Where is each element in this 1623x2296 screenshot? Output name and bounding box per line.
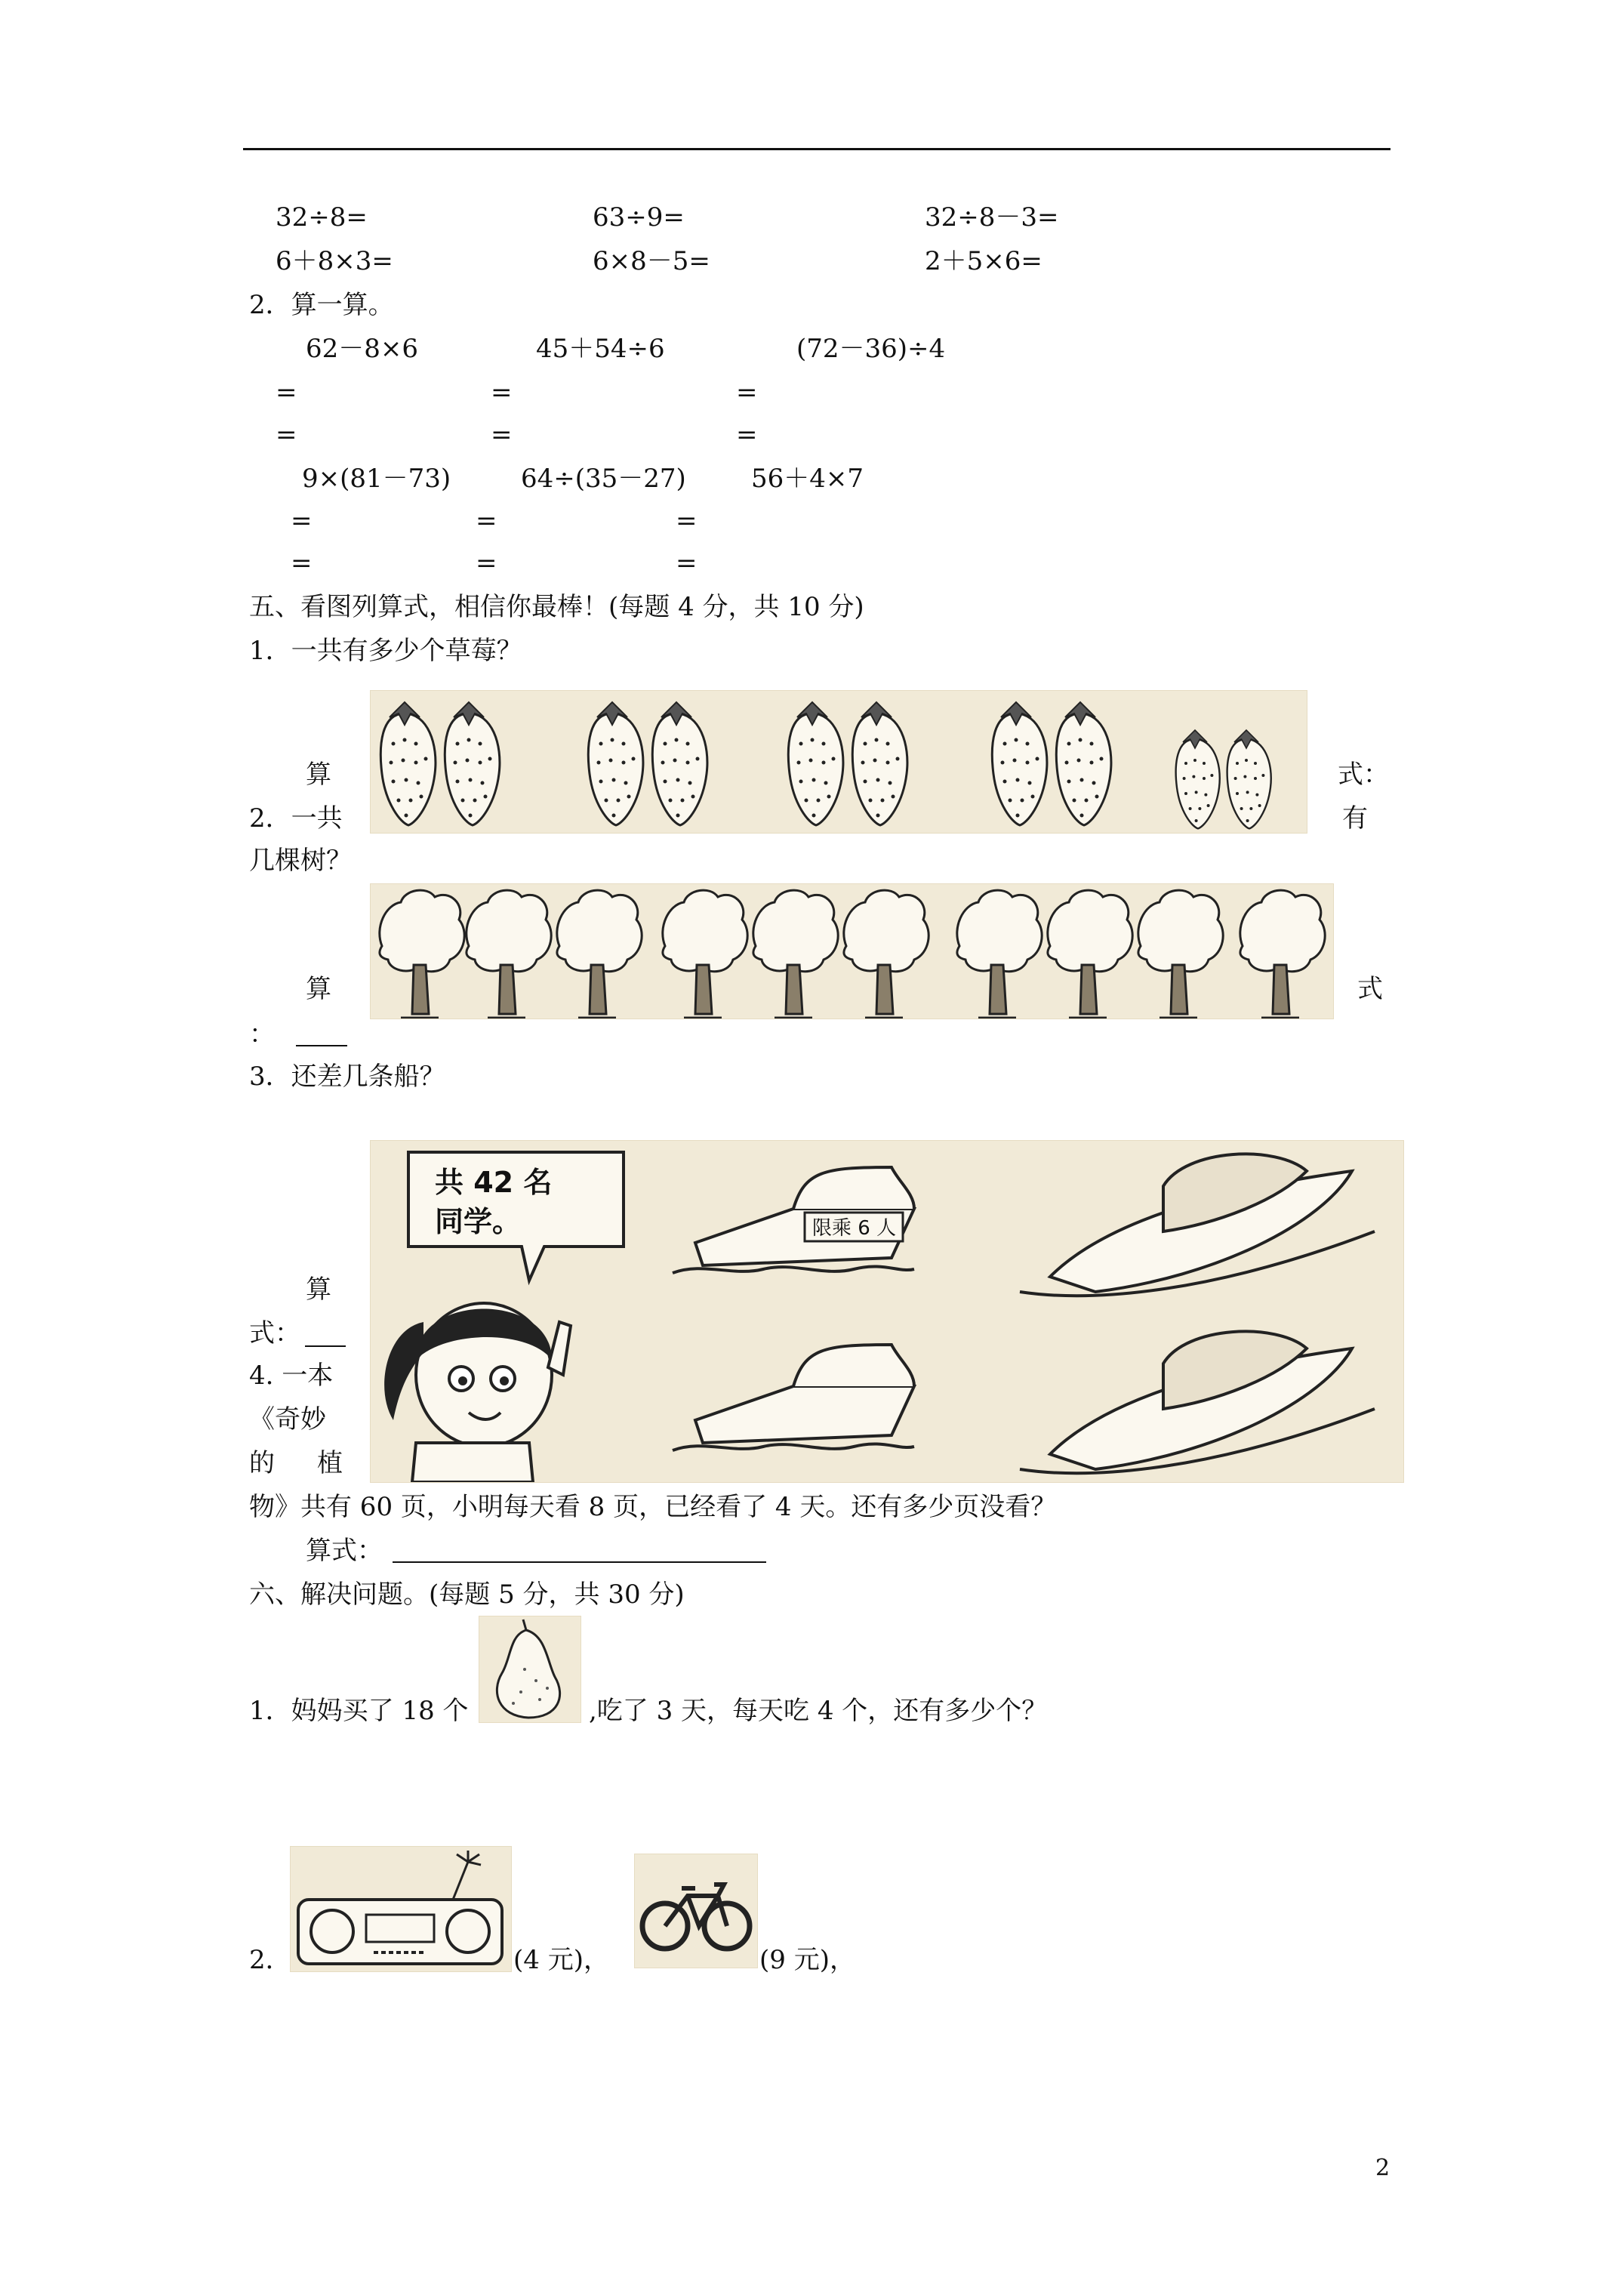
calc-item: 63÷9= [593, 202, 685, 233]
equals-sign: = [676, 548, 698, 578]
formula-colon: ： [249, 1019, 275, 1049]
equals-sign: = [291, 548, 313, 578]
radio-image [290, 1846, 512, 1972]
calc-item: 6×8－5= [593, 246, 710, 276]
question-text: 有 [1342, 803, 1368, 834]
equals-sign: = [491, 378, 513, 408]
equals-sign: = [676, 506, 698, 536]
question-text: 1．一共有多少个草莓？ [249, 636, 522, 666]
question-text: 2． [249, 1945, 291, 1975]
net-boat [1020, 1331, 1375, 1473]
price-text: (9 元)， [759, 1945, 855, 1975]
question-text: 《奇妙 [249, 1404, 326, 1435]
girl-illustration [384, 1303, 571, 1482]
speech-text-1: 共 42 名 [435, 1166, 553, 1199]
answer-line [393, 1561, 766, 1563]
calc-item: 2＋5×6= [925, 246, 1042, 276]
question-text: 植 [317, 1448, 343, 1478]
question-text: ,吃了 3 天，每天吃 4 个，还有多少个？ [589, 1696, 1048, 1726]
section-heading: 2．算一算。 [249, 290, 394, 320]
section-heading: 五、看图列算式，相信你最棒！(每题 4 分，共 10 分) [249, 592, 864, 622]
page-number: 2 [1375, 2155, 1390, 2181]
equals-sign: = [476, 548, 497, 578]
calc-item: 32÷8－3= [925, 202, 1059, 233]
section-heading: 六、解决问题。(每题 5 分，共 30 分) [249, 1579, 685, 1610]
price-text: (4 元)， [513, 1945, 609, 1975]
strawberries-image [370, 690, 1307, 834]
covered-boat [673, 1167, 914, 1273]
question-text: 3．还差几条船？ [249, 1062, 445, 1092]
formula-label: 式 [1357, 974, 1383, 1004]
equals-sign: = [276, 420, 297, 450]
equals-sign: = [491, 420, 513, 450]
equals-sign: = [736, 378, 758, 408]
formula-label: 式： [249, 1318, 300, 1348]
equals-sign: = [476, 506, 497, 536]
question-text: 1．妈妈买了 18 个 [249, 1696, 469, 1726]
boats-image [370, 1140, 1404, 1483]
boat-sign-text: 限乘 6 人 [812, 1217, 897, 1240]
covered-boat [673, 1345, 914, 1450]
equals-sign: = [291, 506, 313, 536]
formula-label: 式： [1338, 760, 1389, 790]
formula-label: 算式： [306, 1536, 383, 1566]
formula-label: 算 [306, 974, 331, 1004]
expression: (72－36)÷4 [796, 334, 946, 364]
header-rule [243, 148, 1390, 150]
equals-sign: = [736, 420, 758, 450]
pear-image [479, 1616, 581, 1723]
expression: 45＋54÷6 [536, 334, 665, 364]
bicycle-image [634, 1854, 758, 1968]
expression: 62－8×6 [306, 334, 419, 364]
question-text: 物》共有 60 页，小明每天看 8 页，已经看了 4 天。还有多少页没看？ [249, 1492, 1057, 1522]
question-text: 的 [249, 1448, 275, 1478]
answer-line [296, 1045, 347, 1046]
question-text: 4. 一本 [249, 1361, 334, 1391]
expression: 56＋4×7 [751, 464, 864, 494]
trees-image [370, 883, 1334, 1019]
calc-item: 6＋8×3= [276, 246, 393, 276]
question-text: 2．一共 [249, 803, 343, 834]
expression: 9×(81－73) [302, 464, 451, 494]
answer-line [305, 1345, 346, 1347]
net-boat [1020, 1154, 1375, 1296]
equals-sign: = [276, 378, 297, 408]
calc-item: 32÷8= [276, 202, 368, 233]
formula-label: 算 [306, 760, 331, 790]
formula-label: 算 [306, 1274, 331, 1305]
question-text: 几棵树？ [249, 846, 352, 876]
expression: 64÷(35－27) [521, 464, 686, 494]
speech-text-2: 同学。 [435, 1205, 522, 1238]
